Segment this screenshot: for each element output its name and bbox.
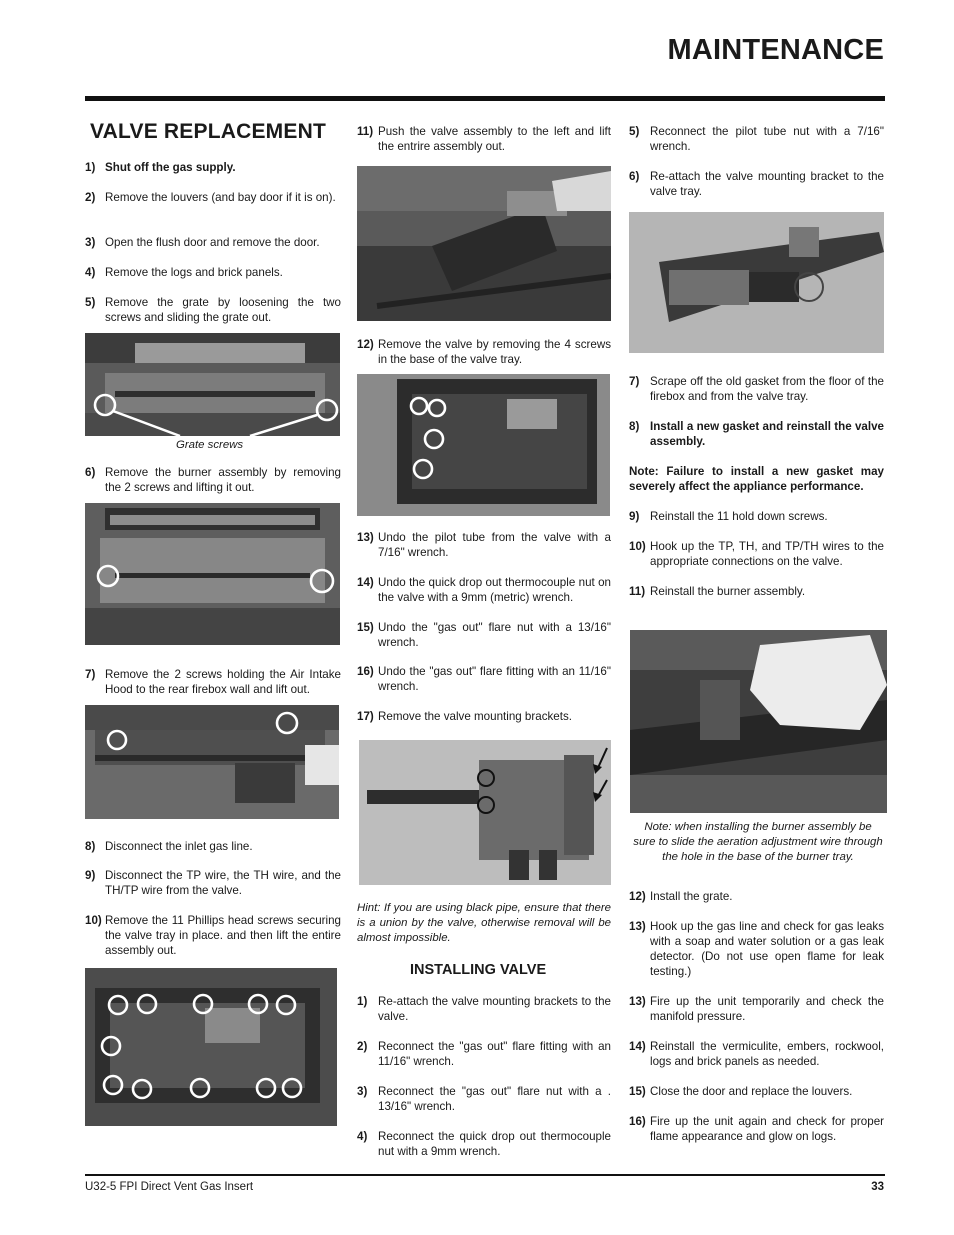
valve-bracket-photo (359, 740, 611, 885)
step-c2-17 (357, 709, 611, 724)
step-number: 13) (629, 995, 646, 1008)
grate-photo (85, 333, 340, 436)
step-text: Reinstall the vermiculite, embers, rockwool, logs and brick panels as needed. (650, 1040, 884, 1068)
step-c3-10 (629, 539, 884, 569)
gasket-note: Note: Failure to install a new gasket may severely affect the appliance performance. (629, 465, 884, 493)
step-number: 13) (629, 920, 646, 933)
step-c3-16 (629, 1114, 884, 1144)
step-number: 7) (629, 375, 640, 388)
step-text: Re-attach the valve mounting bracket to the valve tray. (650, 170, 884, 198)
step-number: 9) (85, 869, 96, 882)
step-number: 16) (357, 665, 374, 678)
step-c3-14 (629, 1039, 884, 1069)
step-number: 16) (629, 1115, 646, 1128)
step-c1-3 (85, 235, 341, 250)
step-text: Hook up the gas line and check for gas leaks with a soap and water solution or a gas leak detector. (Do not use open flame for leak testing.) (650, 920, 884, 978)
step-number: 3) (85, 236, 96, 249)
bottom-rule (85, 1174, 885, 1176)
step-number: 10) (629, 540, 646, 553)
step-text: Remove the valve by removing the 4 screws in the base of the valve tray. (378, 338, 611, 366)
step-text: Reinstall the 11 hold down screws. (650, 510, 828, 523)
step-text: Scrape off the old gasket from the floor of the firebox and from the valve tray. (650, 375, 884, 403)
step-text: Undo the "gas out" flare fitting with an 11/16" wrench. (378, 665, 611, 693)
install-step-2 (357, 1039, 611, 1069)
step-c1-7 (85, 667, 341, 697)
step-text: Reconnect the pilot tube nut with a 7/16" wrench. (650, 125, 884, 153)
step-text: Install a new gasket and reinstall the valve assembly. (650, 420, 884, 448)
burner-install-photo (630, 630, 887, 813)
step-c2-13 (357, 530, 611, 560)
valve-base-photo (357, 374, 610, 516)
step-c3-13b (629, 994, 884, 1024)
step-text: Remove the burner assembly by removing the 2 screws and lifting it out. (105, 466, 341, 494)
step-number: 10) (85, 914, 102, 927)
step-c3-15 (629, 1084, 884, 1099)
installing-valve-heading: INSTALLING VALVE (410, 962, 547, 978)
step-number: 15) (357, 621, 374, 634)
install-step-4 (357, 1129, 611, 1159)
step-number: 15) (629, 1085, 646, 1098)
grate-caption: Grate screws (176, 439, 244, 451)
step-text: Undo the quick drop out thermocouple nut on the valve with a 9mm (metric) wrench. (378, 576, 611, 604)
step-text: Reconnect the quick drop out thermocouple nut with a 9mm wrench. (378, 1130, 611, 1158)
install-step-3 (357, 1084, 611, 1114)
step-number: 13) (357, 531, 374, 544)
step-c3-9 (629, 509, 884, 524)
step-number: 7) (85, 668, 96, 681)
step-text: Undo the pilot tube from the valve with a 7/16" wrench. (378, 531, 611, 559)
step-number: 14) (629, 1040, 646, 1053)
step-number: 1) (357, 995, 368, 1008)
valve-tray-photo (85, 968, 337, 1126)
step-c3-11 (629, 584, 884, 599)
step-number: 6) (629, 170, 640, 183)
step-c3-8 (629, 419, 884, 449)
install-step-1 (357, 994, 611, 1024)
burner-photo (85, 503, 340, 645)
step-text: Disconnect the TP wire, the TH wire, and the TH/TP wire from the valve. (105, 869, 341, 897)
step-c2-14 (357, 575, 611, 605)
step-text: Hook up the TP, TH, and TP/TH wires to the appropriate connections on the valve. (650, 540, 884, 568)
step-text: Remove the louvers (and bay door if it is on). (105, 191, 336, 204)
lift-assembly-photo (357, 166, 611, 321)
step-number: 4) (357, 1130, 368, 1143)
step-c2-12 (357, 337, 611, 367)
step-c1-6 (85, 465, 341, 495)
step-number: 2) (357, 1040, 368, 1053)
step-number: 9) (629, 510, 640, 523)
step-number: 12) (629, 890, 646, 903)
step-text: Close the door and replace the louvers. (650, 1085, 853, 1098)
step-text: Push the valve assembly to the left and lift the entrire assembly out. (378, 125, 611, 153)
step-number: 4) (85, 266, 96, 279)
bracket-tray-photo (629, 212, 884, 353)
step-number: 2) (85, 191, 96, 204)
section-title: VALVE REPLACEMENT (90, 120, 326, 143)
top-rule (85, 96, 885, 101)
step-text: Shut off the gas supply. (105, 161, 236, 174)
step-text: Reinstall the burner assembly. (650, 585, 806, 598)
step-c3-13a (629, 919, 884, 979)
step-number: 8) (85, 840, 96, 853)
step-c2-16 (357, 664, 611, 694)
step-c3-12 (629, 889, 884, 904)
step-text: Reconnect the "gas out" flare nut with a . 13/16" wrench. (378, 1085, 611, 1113)
step-c3-5 (629, 124, 884, 154)
page-number: 33 (871, 1181, 884, 1193)
step-number: 6) (85, 466, 96, 479)
step-text: Remove the 2 screws holding the Air Intake Hood to the rear firebox wall and lift out. (105, 668, 341, 696)
burner-note: Note: when installing the burner assembly be sure to slide the aeration adjustment wire through the hole in the base of the burner tray. (633, 821, 883, 863)
step-text: Open the flush door and remove the door. (105, 236, 320, 249)
step-number: 5) (85, 296, 96, 309)
step-number: 11) (357, 125, 374, 138)
step-c1-4 (85, 265, 341, 280)
step-text: Reconnect the "gas out" flare fitting with an 11/16" wrench. (378, 1040, 611, 1068)
step-number: 12) (357, 338, 374, 351)
step-number: 1) (85, 161, 96, 174)
step-text: Disconnect the inlet gas line. (105, 840, 253, 853)
step-text: Fire up the unit again and check for proper flame appearance and glow on logs. (650, 1115, 884, 1143)
step-c1-2 (85, 190, 341, 205)
step-text: Remove the 11 Phillips head screws securing the valve tray in place. and then lift the entire assembly out. (105, 914, 341, 957)
step-c1-9 (85, 868, 341, 898)
step-number: 8) (629, 420, 640, 433)
air-intake-photo (85, 705, 339, 819)
step-number: 17) (357, 710, 374, 723)
hint-text: Hint: If you are using black pipe, ensure that there is a union by the valve, otherwise removal will be almost impossible. (357, 902, 611, 944)
step-number: 14) (357, 576, 374, 589)
step-c1-1 (85, 160, 341, 175)
step-text: Install the grate. (650, 890, 733, 903)
step-c1-5 (85, 295, 341, 325)
step-text: Remove the logs and brick panels. (105, 266, 283, 279)
step-number: 5) (629, 125, 640, 138)
step-text: Remove the valve mounting brackets. (378, 710, 572, 723)
step-number: 3) (357, 1085, 368, 1098)
step-c1-8 (85, 839, 341, 854)
step-c3-7 (629, 374, 884, 404)
page-title: MAINTENANCE (667, 34, 884, 66)
step-c1-10 (85, 913, 341, 958)
step-text: Undo the "gas out" flare nut with a 13/16" wrench. (378, 621, 611, 649)
step-c2-15 (357, 620, 611, 650)
step-text: Remove the grate by loosening the two screws and sliding the grate out. (105, 296, 341, 324)
step-text: Re-attach the valve mounting brackets to the valve. (378, 995, 611, 1023)
step-number: 11) (629, 585, 646, 598)
step-c3-6 (629, 169, 884, 199)
footer-title: U32-5 FPI Direct Vent Gas Insert (85, 1181, 254, 1193)
step-text: Fire up the unit temporarily and check the manifold pressure. (650, 995, 884, 1023)
step-c2-11 (357, 124, 611, 154)
